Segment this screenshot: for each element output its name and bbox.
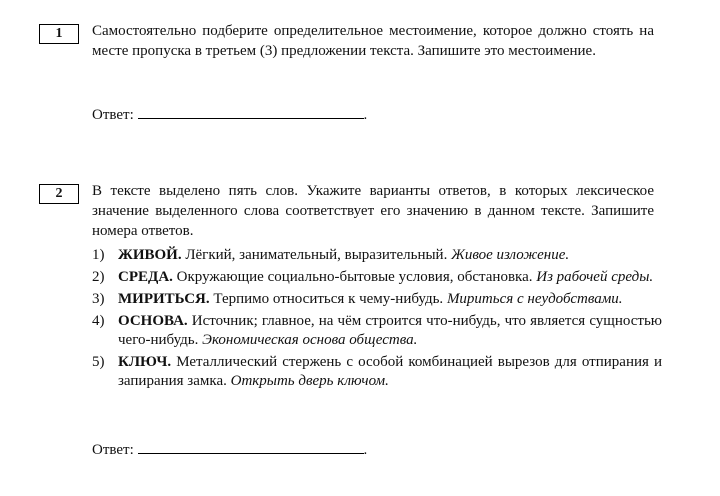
option-3-number: 3) xyxy=(92,291,105,307)
option-1-definition: Лёгкий, занимательный, выразительный. xyxy=(185,247,448,263)
task-1-number: 1 xyxy=(55,26,63,41)
option-4-word: ОСНОВА. xyxy=(118,313,188,329)
task-2-number: 2 xyxy=(55,186,63,201)
task-1-answer-label: Ответ: xyxy=(92,107,134,123)
task-2-text: В тексте выделено пять слов. Укажите варианты ответов, в которых лексическое значение выделенного слова соответствует его значению в данном тексте. Запишите номера ответов. xyxy=(92,183,654,239)
option-5-example: Открыть дверь ключом. xyxy=(230,373,389,389)
option-1-word: ЖИВОЙ. xyxy=(118,247,182,263)
task-2-answer-field[interactable] xyxy=(138,439,364,454)
option-1-example: Живое изложение. xyxy=(451,247,570,263)
option-2-definition: Окружающие социально-бытовые условия, обстановка. xyxy=(176,269,533,285)
option-3-word: МИРИТЬСЯ. xyxy=(118,291,210,307)
option-2-word: СРЕДА. xyxy=(118,269,173,285)
option-1-number: 1) xyxy=(92,247,105,263)
task-1-answer-end: . xyxy=(363,107,368,123)
task-2-answer-label: Ответ: xyxy=(92,442,134,458)
option-4 xyxy=(92,312,662,350)
option-5-definition: Металлический стержень с особой комбинацией вырезов для отпирания и запирания замка. xyxy=(118,354,663,389)
option-4-example: Экономическая основа общества. xyxy=(202,332,418,348)
task-2-answer xyxy=(92,439,367,460)
option-2 xyxy=(92,268,662,287)
task-1-answer-field[interactable] xyxy=(138,104,364,119)
task-2-options xyxy=(92,246,662,394)
option-4-number: 4) xyxy=(92,313,105,329)
task-1-answer xyxy=(92,104,367,125)
option-4-definition: Источник; главное, на чём строится что-нибудь, что является сущностью чего-нибудь. xyxy=(118,313,662,348)
option-3-definition: Терпимо относиться к чему-нибудь. xyxy=(213,291,444,307)
option-5 xyxy=(92,353,662,391)
option-2-example: Из рабочей среды. xyxy=(536,269,654,285)
option-1 xyxy=(92,246,662,265)
task-1-text: Самостоятельно подберите определительное местоимение, которое должно стоять на месте пропуска в третьем (3) предложении текста. Запишите это местоимение. xyxy=(92,23,654,59)
option-2-number: 2) xyxy=(92,269,105,285)
option-5-number: 5) xyxy=(92,354,105,370)
task-1-number-box xyxy=(39,24,79,44)
option-3 xyxy=(92,290,662,309)
task-2-number-box xyxy=(39,184,79,204)
option-5-word: КЛЮЧ. xyxy=(118,354,172,370)
task-2-answer-end: . xyxy=(363,442,368,458)
option-3-example: Мириться с неудобствами. xyxy=(446,291,623,307)
